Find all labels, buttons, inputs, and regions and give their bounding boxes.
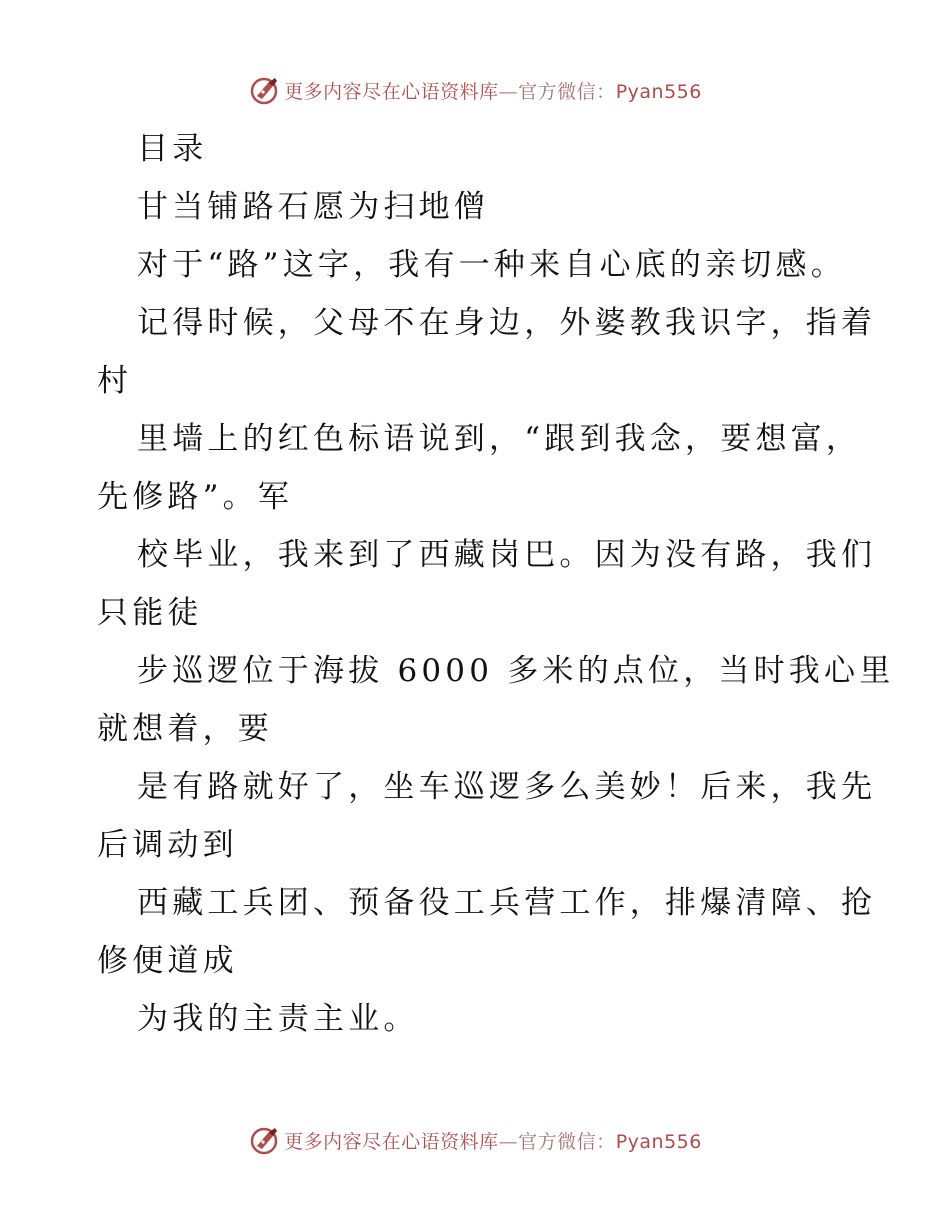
pen-nib-logo-icon <box>248 74 280 106</box>
text-line: 目录 <box>137 131 208 167</box>
banner-text <box>284 77 702 104</box>
document-body <box>97 120 895 1048</box>
text-line: 校毕业，我来到了西藏岗巴。因为没有路，我们 <box>137 537 877 573</box>
text-line: 村 <box>97 363 133 399</box>
text-line: 对于“路”这字，我有一种来自心底的亲切感。 <box>137 247 846 283</box>
text-line: 甘当铺路石愿为扫地僧 <box>137 189 489 225</box>
footer-banner <box>0 1120 950 1160</box>
banner-wechat-id: Pyan556 <box>615 1130 702 1153</box>
text-line: 步巡逻位于海拔 6000 多米的点位，当时我心里 <box>137 653 895 689</box>
text-line: 先修路”。军 <box>97 479 294 515</box>
banner-main-text: 更多内容尽在心语资料库 <box>284 80 499 103</box>
text-line: 西藏工兵团、预备役工兵营工作，排爆清障、抢 <box>137 885 877 921</box>
banner-text <box>284 1127 702 1154</box>
text-line: 修便道成 <box>97 943 238 979</box>
text-line: 就想着，要 <box>97 711 273 747</box>
text-line: 为我的主责主业。 <box>137 1001 419 1037</box>
banner-wechat-label: 官方微信： <box>518 80 616 103</box>
text-line: 是有路就好了，坐车巡逻多么美妙！后来，我先 <box>137 769 877 805</box>
text-line: 只能徒 <box>97 595 203 631</box>
banner-wechat-label: 官方微信： <box>518 1130 616 1153</box>
banner-dash: — <box>498 80 519 103</box>
pen-nib-logo-icon <box>248 1124 280 1156</box>
banner-wechat-id: Pyan556 <box>615 80 702 103</box>
text-line: 记得时候，父母不在身边，外婆教我识字，指着 <box>137 305 877 341</box>
header-banner <box>0 70 950 110</box>
text-line: 里墙上的红色标语说到，“跟到我念，要想富， <box>137 421 862 457</box>
text-line: 后调动到 <box>97 827 238 863</box>
banner-main-text: 更多内容尽在心语资料库 <box>284 1130 499 1153</box>
banner-dash: — <box>498 1130 519 1153</box>
